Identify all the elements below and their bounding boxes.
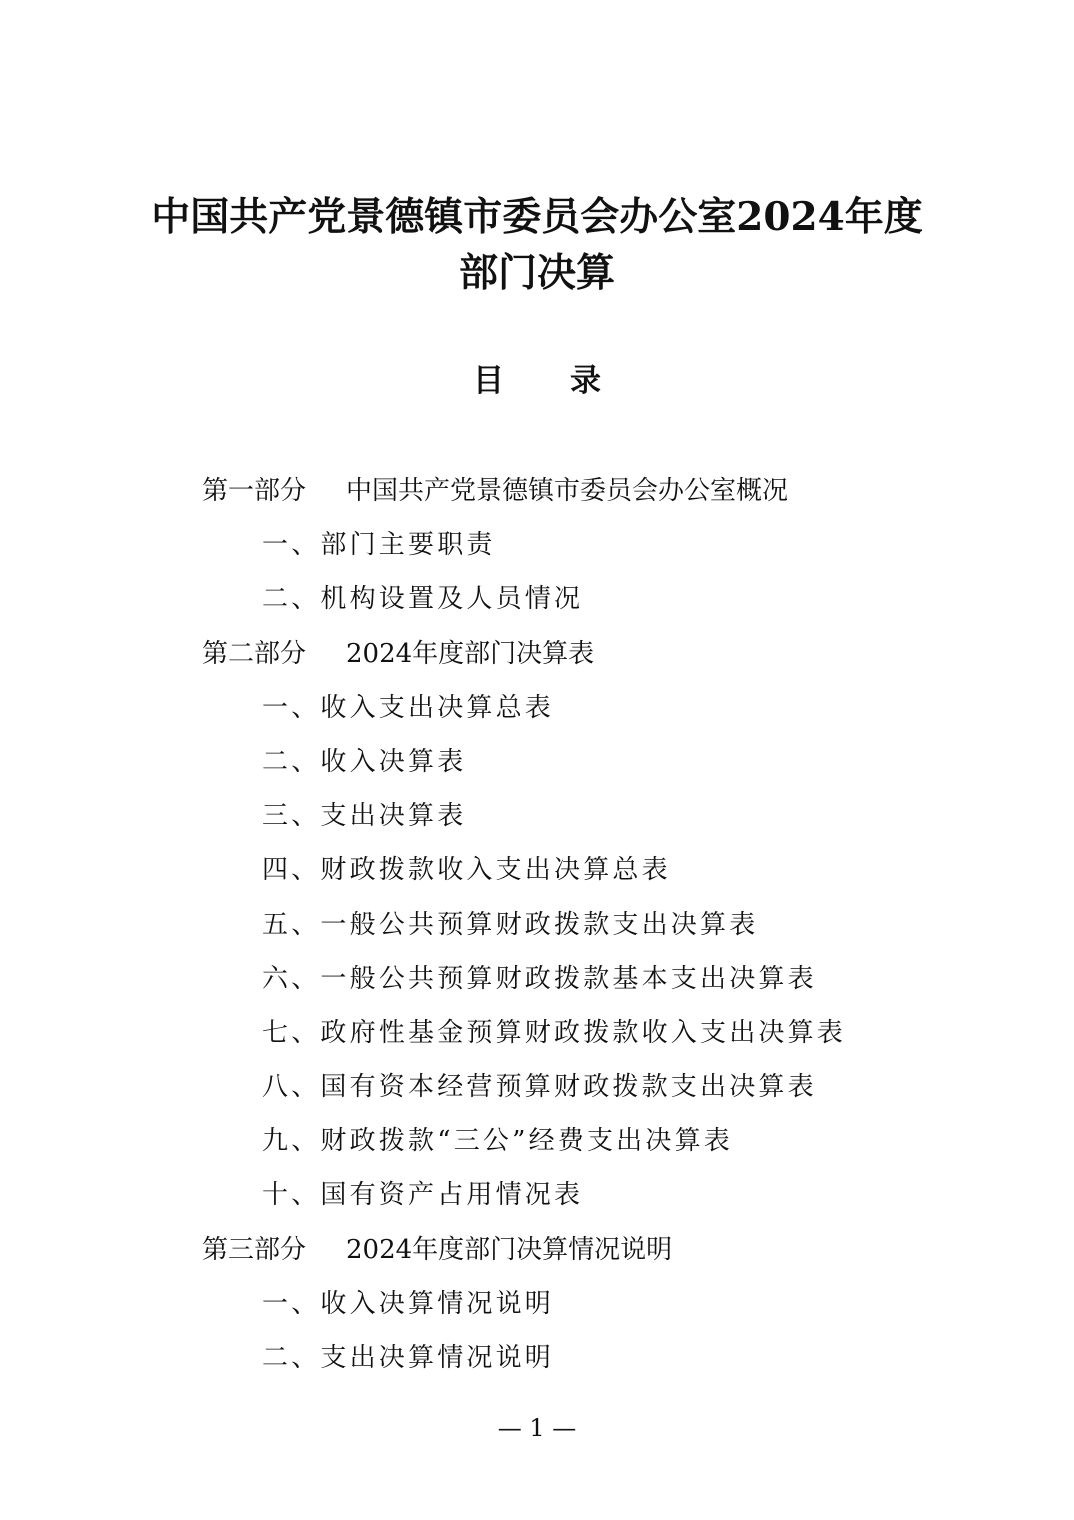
toc-item: 九、财政拨款“三公”经费支出决算表 bbox=[262, 1126, 733, 1157]
toc-item: 一、部门主要职责 bbox=[262, 530, 496, 561]
toc-item: 一、收入支出决算总表 bbox=[262, 692, 555, 723]
toc-part-title: 中国共产党景德镇市委员会办公室概况 bbox=[346, 476, 789, 506]
toc-part-number: 第三部分 bbox=[202, 1234, 307, 1265]
toc-part-number: 第一部分 bbox=[202, 476, 307, 506]
toc-item: 一、收入决算情况说明 bbox=[262, 1288, 555, 1319]
toc-item: 二、支出决算情况说明 bbox=[262, 1343, 555, 1373]
toc-part bbox=[0, 1223, 1074, 1277]
toc-item: 十、国有资产占用情况表 bbox=[262, 1180, 584, 1211]
toc-heading-char1: 目 bbox=[473, 363, 504, 399]
document-title-line2: 部门决算 bbox=[458, 250, 615, 296]
toc-item: 四、财政拨款收入支出决算总表 bbox=[262, 855, 671, 886]
toc-item: 五、一般公共预算财政拨款支出决算表 bbox=[262, 909, 759, 940]
toc-item: 三、支出决算表 bbox=[262, 801, 467, 832]
toc-part-title: 2024年度部门决算表 bbox=[346, 638, 595, 669]
table-of-contents bbox=[0, 464, 1074, 1385]
page-number: — 1 — bbox=[497, 1414, 577, 1442]
toc-part bbox=[0, 627, 1074, 681]
toc-part-title: 2024年度部门决算情况说明 bbox=[346, 1234, 673, 1265]
toc-item: 二、机构设置及人员情况 bbox=[262, 584, 584, 615]
toc-item: 二、收入决算表 bbox=[262, 746, 467, 777]
toc-item: 六、一般公共预算财政拨款基本支出决算表 bbox=[262, 963, 817, 994]
toc-heading bbox=[0, 356, 1074, 406]
document-title-line1: 中国共产党景德镇市委员会办公室2024年度 bbox=[151, 194, 923, 240]
toc-part-number: 第二部分 bbox=[202, 638, 307, 669]
toc-item: 八、国有资本经营预算财政拨款支出决算表 bbox=[262, 1072, 817, 1103]
toc-item: 七、政府性基金预算财政拨款收入支出决算表 bbox=[262, 1017, 847, 1048]
toc-heading-char2: 录 bbox=[570, 363, 601, 399]
toc-part bbox=[0, 464, 1074, 518]
